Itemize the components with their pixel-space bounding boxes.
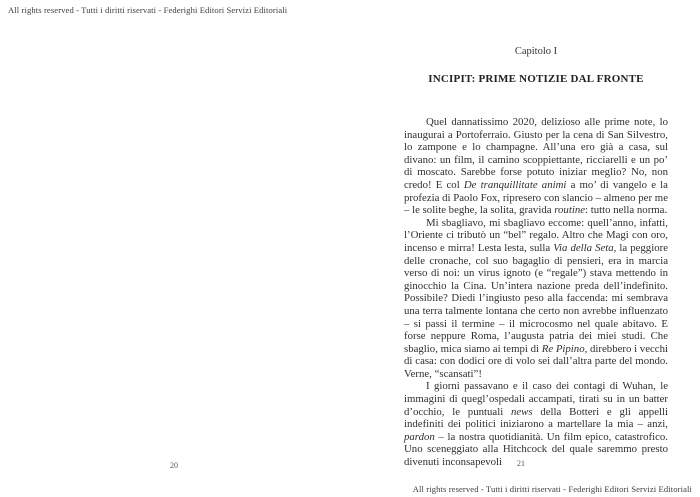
page-number-left: 20 [170, 461, 178, 470]
paragraph: I giorni passavano e il caso dei contagi di Wuhan, le immagini di quegl’ospedali accampati, tirati su in un batter d’occhio, le puntuali news della Botteri e gli appelli indefiniti dei politici iniziarono a martellare la mia – anzi, pardon – la nostra quotidianità. Un film epico, catastrofico. Uno sceneggiato alla Hitchcock del quale saremmo presto divenuti inconsapevoli [404, 380, 669, 469]
paragraph: Quel dannatissimo 2020, delizioso alle prime note, lo inaugurai a Portoferraio. Giusto per la cena di San Silvestro, lo zampone e lo champagne. All’una ero già a casa, sul divano: un film, il camino scoppiettante, ricciarelli e un po’ di moscato. Sarebbe forse potuto iniziar meglio? No, non credo! E col De tranquillitate animi a mo’ di vangelo e la profezia di Paolo Fox, ripresero con slancio – almeno per me – le solite beghe, la solita, gravida routine: tutto nella norma. [404, 116, 668, 217]
paragraph: Mi sbagliavo, mi sbagliavo eccome: quell’anno, infatti, l’Oriente ci tributò un “bel” regalo. Altro che Magi con oro, incenso e mirra! Lesta lesta, sulla Via della Seta, la peggiore delle cronache, col suo bagaglio di pensieri, era in marcia verso di noi: un virus ignoto (e “regale”) stava mettendo in ginocchio la Cina. Un’intera nazione preda dell’indefinito. Possibile? Diedi l’ingiusto peso alla faccenda: mi sembrava una terra talmente lontana che certo non avrebbe influenzato – si passi il termine – il microcosmo nel quale abitavo. E forse neppure Roma, l’augusta patria dei miei studi. Che sbaglio, mica siamo ai tempi di Re Pipino, direbbero i vecchi di casa: con dodici ore di volo sei dall’altra parte del mondo. Verne, “scansati”! [404, 216, 668, 380]
body-text [404, 116, 668, 469]
page-right [404, 46, 668, 469]
copyright-header: All rights reserved - Tutti i diritti riservati - Federighi Editori Servizi Editoriali [8, 5, 288, 15]
page-number-right: 21 [517, 459, 525, 468]
chapter-heading: Capitolo I [514, 46, 558, 57]
copyright-footer: All rights reserved - Tutti i diritti riservati - Federighi Editori Servizi Editoriali [412, 484, 692, 494]
chapter-title: INCIPIT: PRIME NOTIZIE DAL FRONTE [428, 73, 644, 85]
